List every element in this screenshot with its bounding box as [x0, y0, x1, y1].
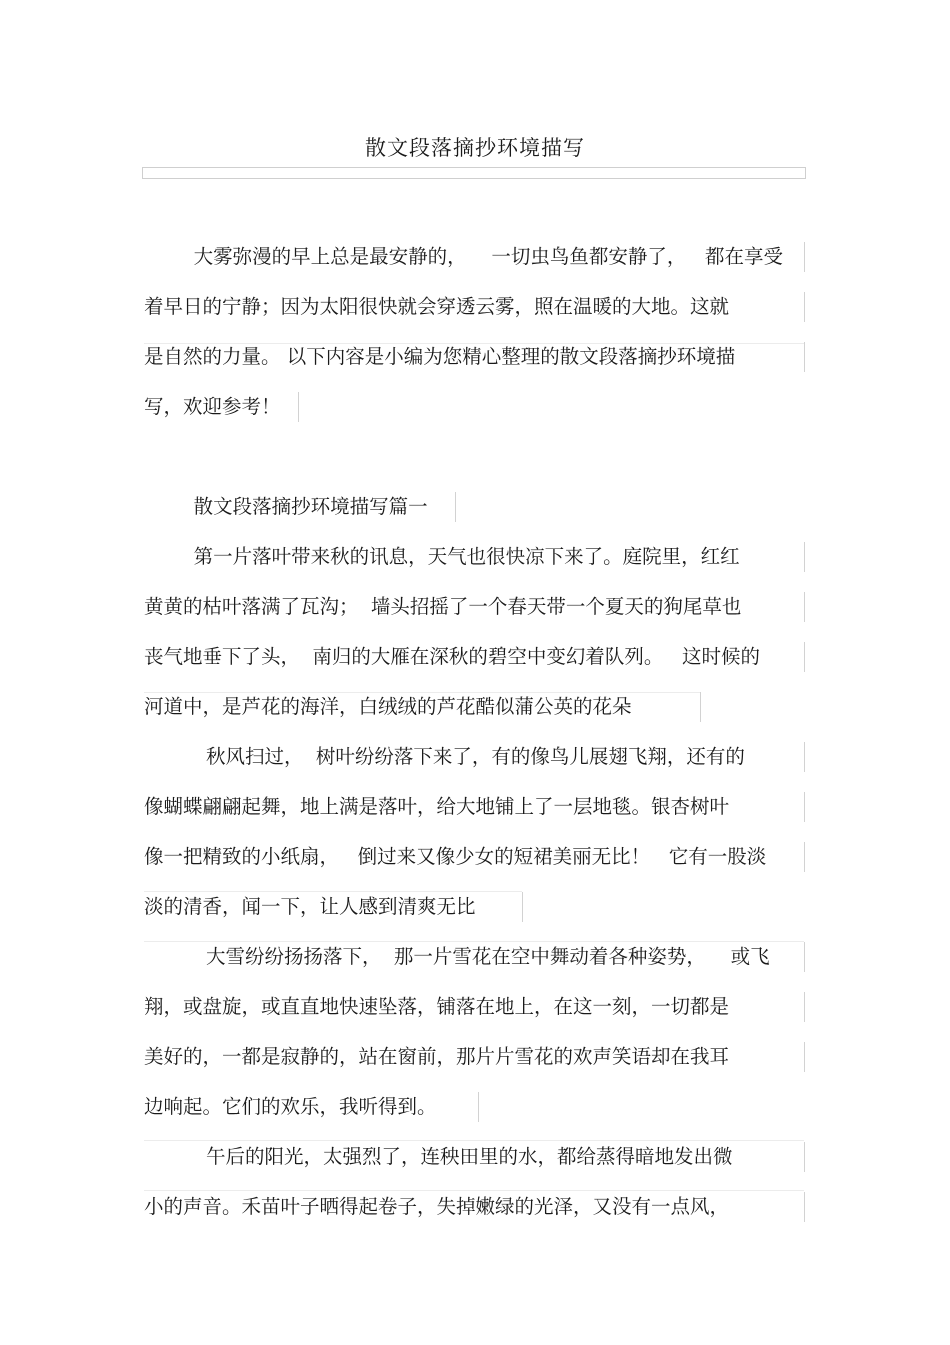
line-end-marker	[804, 542, 805, 572]
paragraph-line: 小的声音。禾苗叶子晒得起卷子，失掉嫩绿的光泽，又没有一点风，	[144, 1195, 730, 1218]
line-end-marker	[522, 892, 523, 922]
line-end-marker	[804, 1042, 805, 1072]
paragraph-line: 第一片落叶带来秋的讯息，天气也很快凉下来了。庭院里，红红	[144, 545, 740, 568]
paragraph-line: 淡的清香，闻一下，让人感到清爽无比	[144, 895, 476, 918]
paragraph-line: 像一把精致的小纸扇， 倒过来又像少女的短裙美丽无比！ 它有一股淡	[144, 845, 767, 868]
faint-rule	[144, 1140, 804, 1141]
line-end-marker	[804, 1192, 805, 1222]
document-title: 散文段落摘抄环境描写	[365, 136, 585, 160]
paragraph-line: 大雪纷纷扬扬落下， 那一片雪花在空中舞动着各种姿势， 或飞	[144, 945, 770, 968]
line-end-marker	[804, 592, 805, 622]
paragraph-line: 写，欢迎参考！	[144, 395, 281, 418]
section-heading: 散文段落摘抄环境描写篇一	[144, 495, 428, 518]
line-end-marker	[804, 292, 805, 322]
title-underline	[142, 167, 806, 179]
paragraph-line: 黄黄的枯叶落满了瓦沟； 墙头招摇了一个春天带一个夏天的狗尾草也	[144, 595, 742, 618]
faint-rule	[144, 941, 804, 942]
line-end-marker	[700, 692, 701, 722]
line-end-marker	[298, 392, 299, 422]
line-end-marker	[455, 492, 456, 522]
line-end-marker	[804, 642, 805, 672]
paragraph-line: 美好的，一都是寂静的，站在窗前，那片片雪花的欢声笑语却在我耳	[144, 1045, 730, 1068]
faint-rule	[144, 1190, 804, 1191]
line-end-marker	[804, 842, 805, 872]
faint-rule	[144, 692, 700, 693]
paragraph-line: 河道中，是芦花的海洋，白绒绒的芦花酷似蒲公英的花朵	[144, 695, 632, 718]
line-end-marker	[804, 342, 805, 372]
line-end-marker	[804, 1142, 805, 1172]
line-end-marker	[804, 992, 805, 1022]
line-end-marker	[804, 742, 805, 772]
line-end-marker	[804, 942, 805, 972]
faint-rule	[144, 343, 804, 344]
line-end-marker	[804, 242, 805, 272]
paragraph-line: 丧气地垂下了头， 南归的大雁在深秋的碧空中变幻着队列。 这时候的	[144, 645, 760, 668]
paragraph-line: 午后的阳光，太强烈了，连秧田里的水，都给蒸得暗地发出微	[144, 1145, 733, 1168]
line-end-marker	[804, 792, 805, 822]
line-end-marker	[478, 1092, 479, 1122]
paragraph-line: 大雾弥漫的早上总是最安静的， 一切虫鸟鱼都安静了， 都在享受	[144, 245, 783, 268]
paragraph-line: 是自然的力量。 以下内容是小编为您精心整理的散文段落摘抄环境描	[144, 345, 736, 368]
faint-rule	[144, 891, 522, 892]
paragraph-line: 边响起。它们的欢乐，我听得到。	[144, 1095, 437, 1118]
paragraph-line: 翔，或盘旋，或直直地快速坠落，铺落在地上，在这一刻，一切都是	[144, 995, 730, 1018]
paragraph-line: 秋风扫过， 树叶纷纷落下来了，有的像鸟儿展翅飞翔，还有的	[144, 745, 745, 768]
paragraph-line: 像蝴蝶翩翩起舞，地上满是落叶，给大地铺上了一层地毯。银杏树叶	[144, 795, 730, 818]
paragraph-line: 着早日的宁静；因为太阳很快就会穿透云雾，照在温暖的大地。这就	[144, 295, 730, 318]
